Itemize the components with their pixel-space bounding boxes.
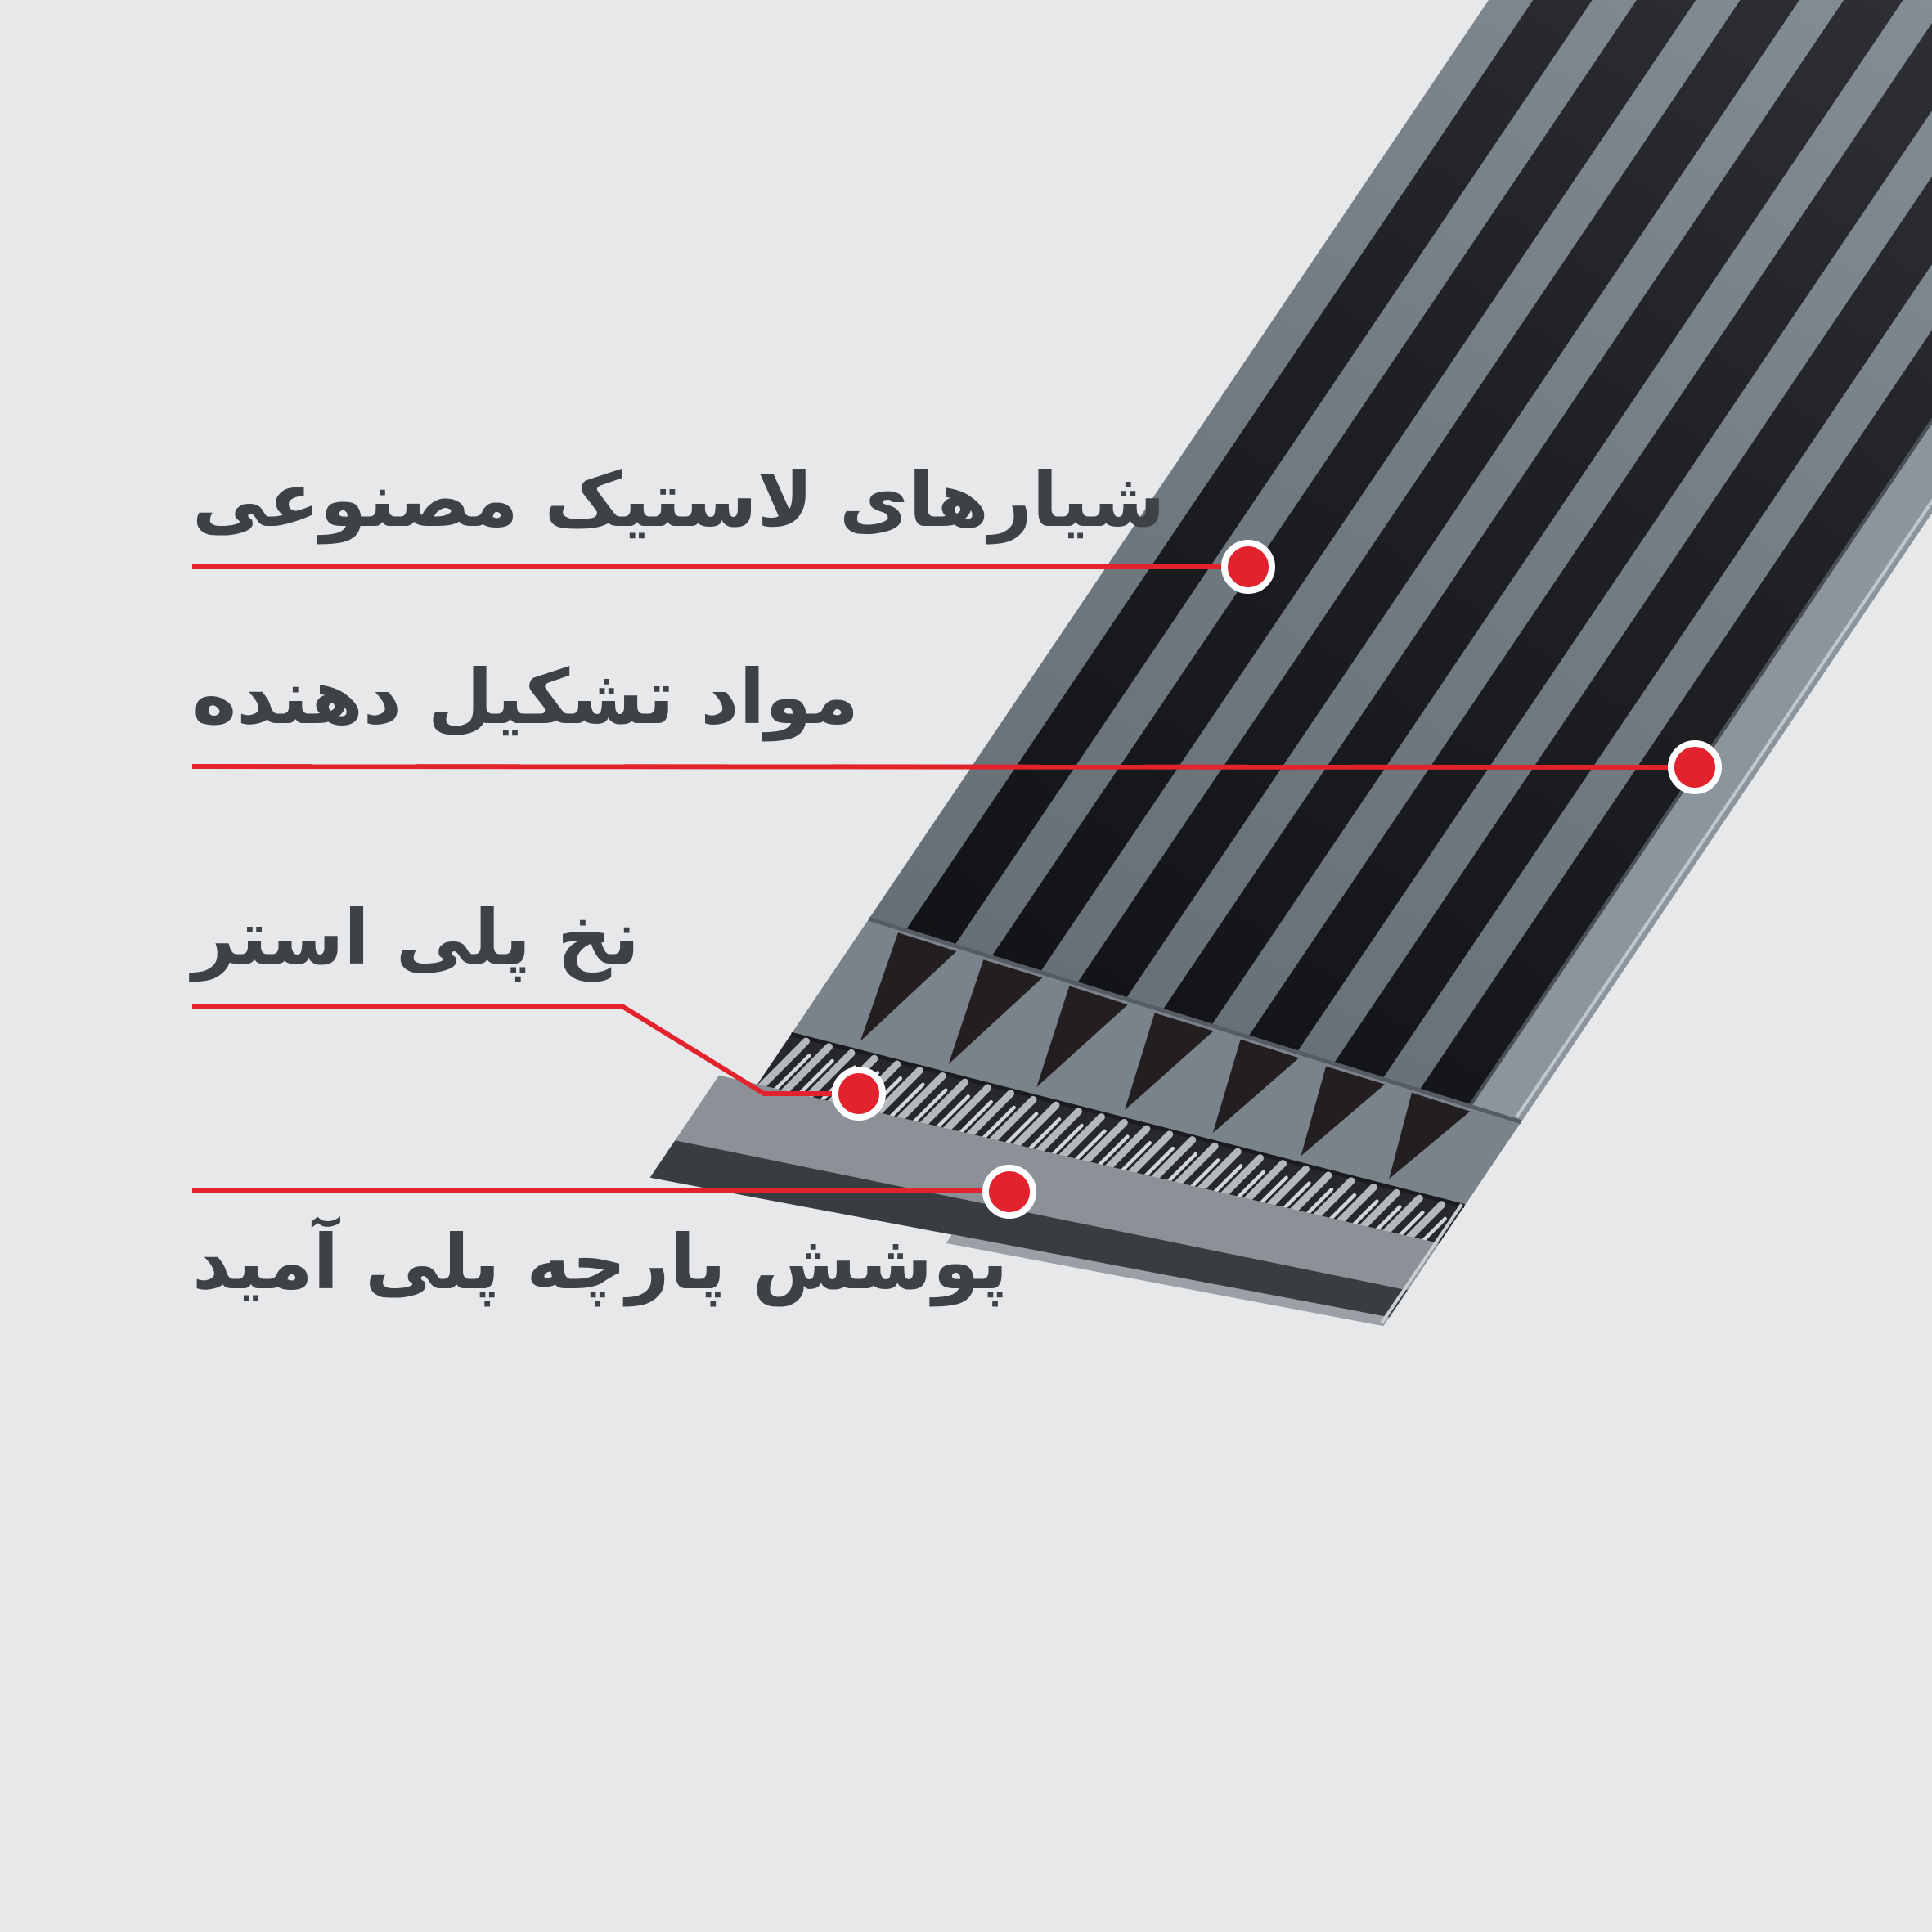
callout-dot-materials — [1671, 744, 1719, 791]
callout-dot-grooves — [1224, 543, 1272, 591]
label-polyamide-fabric-cover: پوشش پارچه پلی آمید — [192, 1219, 1009, 1306]
callout-dot-fabric-cover — [986, 1168, 1033, 1215]
callout-dot-polyester-cord — [835, 1070, 883, 1117]
label-synthetic-rubber-grooves: شیارهای لاستیک مصنوعی — [192, 456, 1166, 544]
label-polyester-cord: نخ پلی استر — [192, 894, 640, 982]
label-constituent-materials: مواد تشکیل دهنده — [192, 654, 859, 741]
callout-line-materials — [192, 766, 1695, 767]
